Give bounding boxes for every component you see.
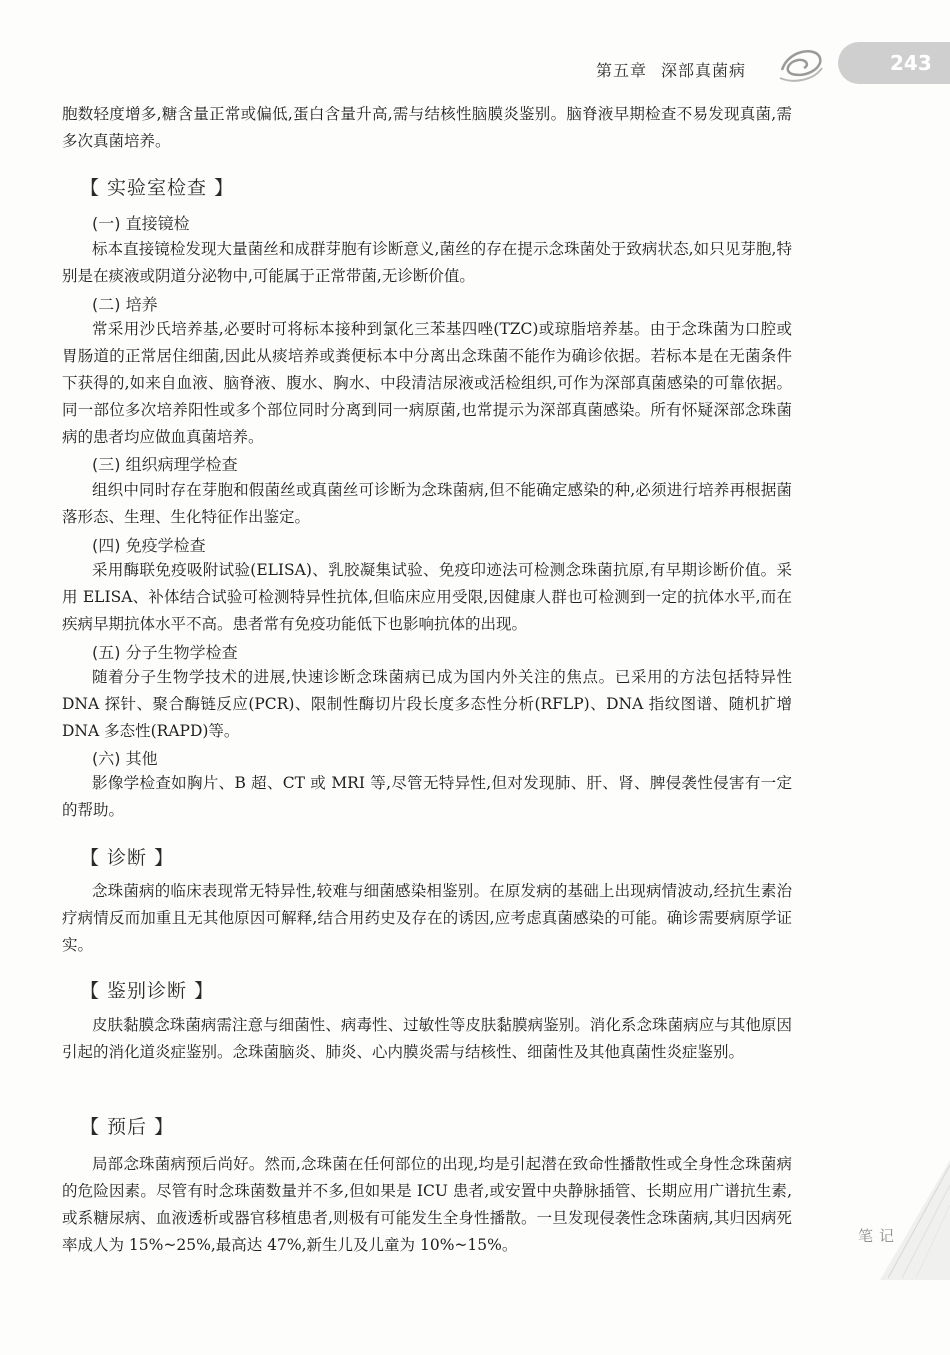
lab-paragraph-3: 组织中同时存在芽胞和假菌丝或真菌丝可诊断为念珠菌病,但不能确定感染的种,必须进行培养再根据菌落形态、生理、生化特征作出鉴定。: [62, 481, 792, 526]
running-header: [596, 58, 746, 81]
lab-paragraph-2: 常采用沙氏培养基,必要时可将标本接种到氯化三苯基四唑(TZC)或琼脂培养基。由于念珠菌为口腔或胃肠道的正常居住细菌,因此从痰培养或粪便标本中分离出念珠菌不能作为确诊依据。若标本是在无菌条件下获得的,如来自血液、脑脊液、腹水、胸水、中段清洁尿液或活检组织,可作为深部真菌感染的可靠依据。同一部位多次培养阳性或多个部位同时分离到同一病原菌,也常提示为深部真菌感染。所有怀疑深部念珠菌病的患者均应做血真菌培养。: [62, 320, 792, 446]
chapter-title: 深部真菌病: [661, 61, 747, 80]
lab-subheading-6: (六) 其他: [92, 749, 158, 768]
section-heading-lab: 【 实验室检查 】: [80, 177, 235, 199]
differential-paragraph: 皮肤黏膜念珠菌病需注意与细菌性、病毒性、过敏性等皮肤黏膜病鉴别。消化系念珠菌病应与其他原因引起的消化道炎症鉴别。念珠菌脑炎、肺炎、心内膜炎需与结核性、细菌性及其他真菌性炎症鉴别。: [62, 1016, 792, 1061]
prognosis-paragraph: 局部念珠菌病预后尚好。然而,念珠菌在任何部位的出现,均是引起潜在致命性播散性或全身性念珠菌病的危险因素。尽管有时念珠菌数量并不多,但如果是 ICU 患者,或安置中央静脉插管、长期应用广谱抗生素,或系糖尿病、血液透析或器官移植患者,则极有可能发生全身性播散。一旦发现侵袭性念珠菌病,其归因病死率成人为 15%~25%,最高达 47%,新生儿及儿童为 10%~15%。: [62, 1155, 792, 1254]
lab-subheading-2: (二) 培养: [92, 295, 158, 314]
lab-paragraph-1: 标本直接镜检发现大量菌丝和成群芽胞有诊断意义,菌丝的存在提示念珠菌处于致病状态,如只见芽胞,特别是在痰液或阴道分泌物中,可能属于正常带菌,无诊断价值。: [62, 240, 792, 285]
page-number: 243: [890, 51, 932, 75]
lab-paragraph-4: 采用酶联免疫吸附试验(ELISA)、乳胶凝集试验、免疫印迹法可检测念珠菌抗原,有早期诊断价值。采用 ELISA、补体结合试验可检测特异性抗体,但临床应用受限,因健康人群也可检测到一定的抗体水平,而在疾病早期抗体水平不高。患者常有免疫功能低下也影响抗体的出现。: [62, 561, 792, 633]
notes-margin-label: 笔记: [858, 1227, 901, 1245]
section-heading-differential: 【 鉴别诊断 】: [80, 980, 215, 1002]
swirl-logo-icon: [776, 40, 826, 88]
page-curl-decoration: [870, 1160, 950, 1280]
lab-paragraph-5: 随着分子生物学技术的进展,快速诊断念珠菌病已成为国内外关注的焦点。已采用的方法包括特异性 DNA 探针、聚合酶链反应(PCR)、限制性酶切片段长度多态性分析(RFLP)、DNA 指纹图谱、随机扩增 DNA 多态性(RAPD)等。: [62, 668, 792, 740]
lab-subheading-1: (一) 直接镜检: [92, 214, 190, 233]
diagnosis-paragraph: 念珠菌病的临床表现常无特异性,较难与细菌感染相鉴别。在原发病的基础上出现病情波动,经抗生素治疗病情反而加重且无其他原因可解释,结合用药史及存在的诱因,应考虑真菌感染的可能。确诊需要病原学证实。: [62, 882, 792, 954]
lab-subheading-5: (五) 分子生物学检查: [92, 643, 238, 662]
section-heading-diagnosis: 【 诊断 】: [80, 847, 175, 869]
lab-paragraph-6: 影像学检查如胸片、B 超、CT 或 MRI 等,尽管无特异性,但对发现肺、肝、肾、脾侵袭性侵害有一定的帮助。: [62, 774, 792, 819]
chapter-label: 第五章: [596, 61, 648, 80]
lab-subheading-3: (三) 组织病理学检查: [92, 455, 238, 474]
intro-paragraph: 胞数轻度增多,糖含量正常或偏低,蛋白含量升高,需与结核性脑膜炎鉴别。脑脊液早期检查不易发现真菌,需多次真菌培养。: [62, 105, 792, 150]
section-heading-prognosis: 【 预后 】: [80, 1116, 175, 1138]
lab-subheading-4: (四) 免疫学检查: [92, 536, 206, 555]
